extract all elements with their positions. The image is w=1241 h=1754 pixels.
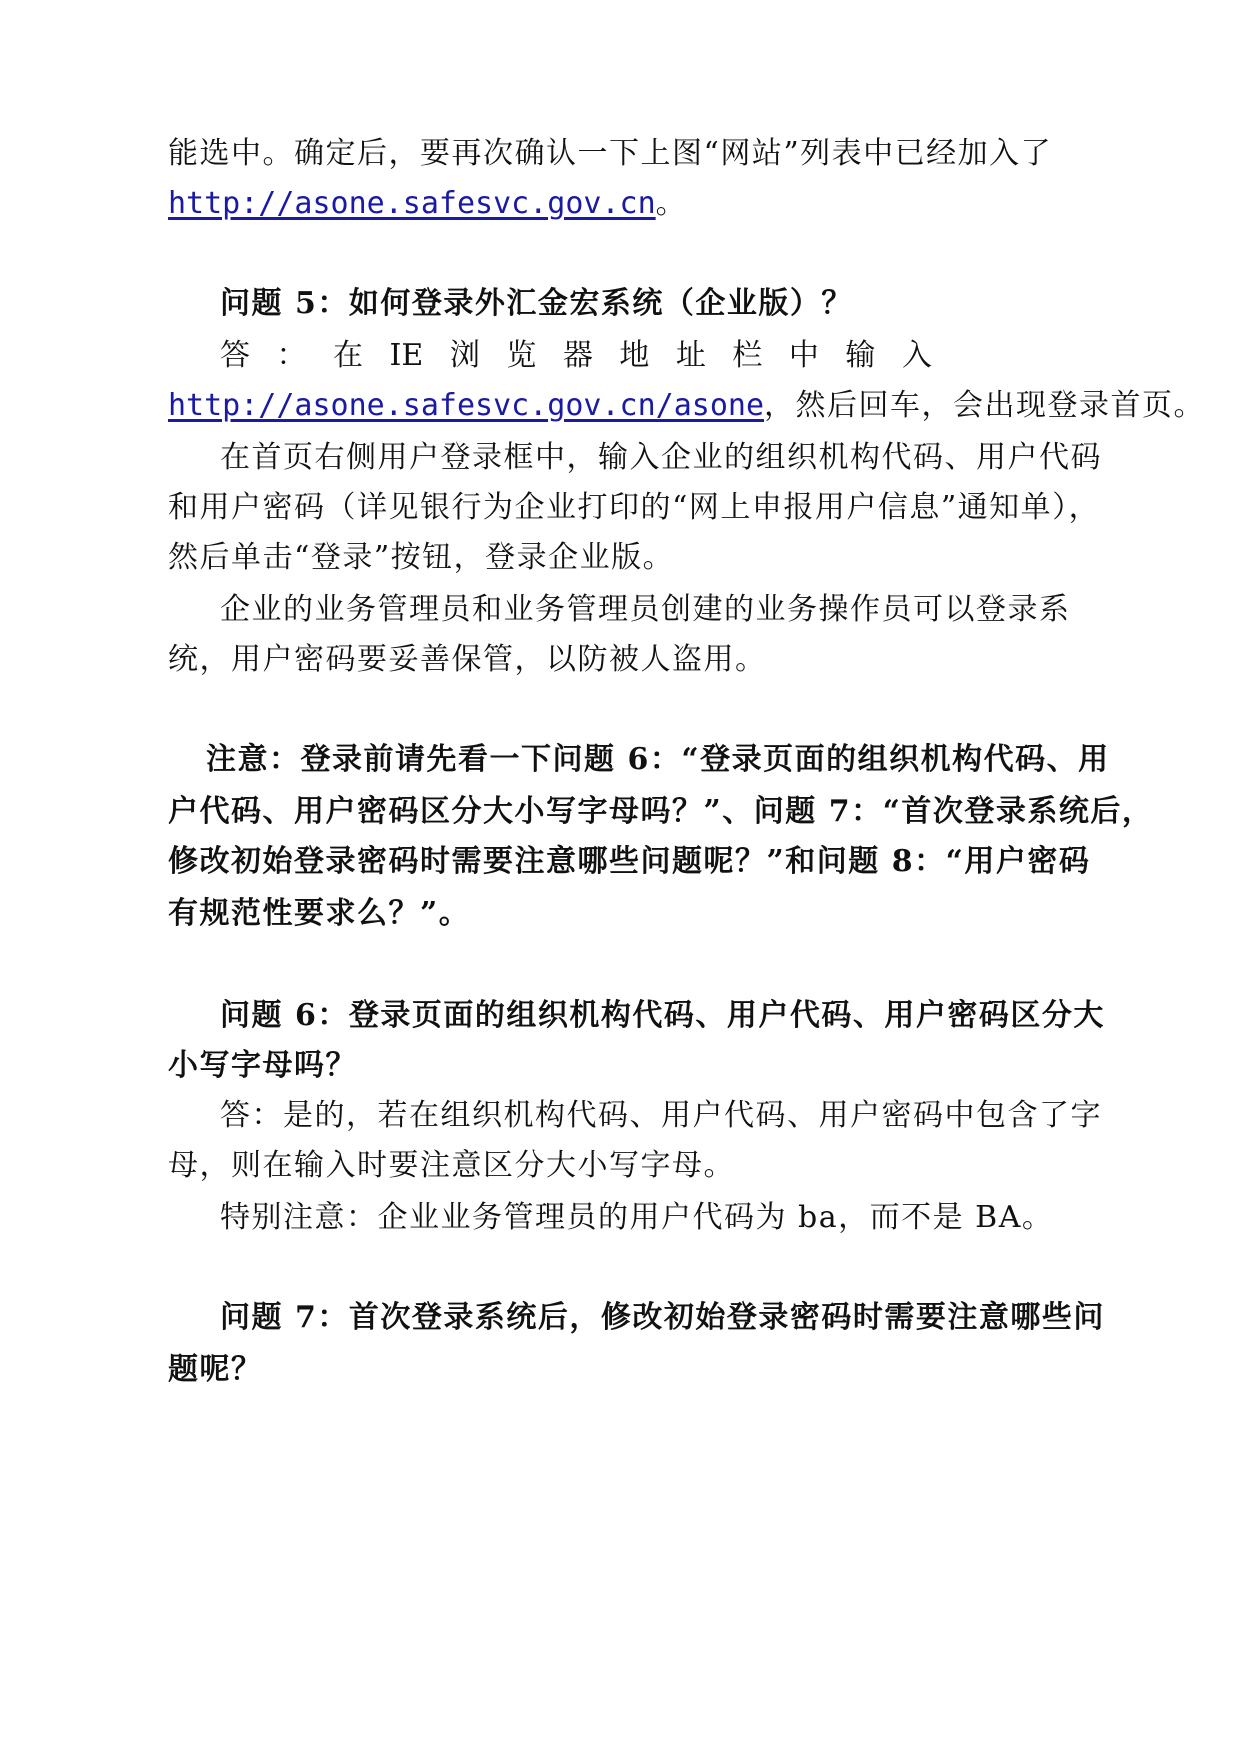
- answer-word: 览: [506, 338, 537, 373]
- answer-5-link-line: [168, 386, 1205, 426]
- answer-word: 浏: [449, 338, 480, 373]
- asone-login-link[interactable]: http://asone.safesvc.gov.cn/asone: [168, 388, 765, 423]
- question-7-title: 题呢？: [168, 1352, 263, 1387]
- note-line: 有规范性要求么？”。: [168, 896, 471, 931]
- note-line: 户代码、用户密码区分大小写字母吗？”、问题 7：“首次登录系统后，: [168, 794, 1154, 829]
- text-line: 然后单击“登录”按钮，登录企业版。: [168, 540, 675, 575]
- period: 。: [655, 186, 688, 221]
- link-line: [168, 184, 687, 224]
- text-line: 能选中。确定后，要再次确认一下上图“网站”列表中已经加入了: [168, 136, 1053, 171]
- note-line: 注意：登录前请先看一下问题 6：“登录页面的组织机构代码、用: [206, 742, 1110, 777]
- answer-word: 地: [619, 338, 650, 373]
- question-5-title: 问题 5：如何登录外汇金宏系统（企业版）？: [220, 286, 853, 321]
- answer-word: 器: [562, 338, 593, 373]
- answer-word: 入: [901, 338, 932, 373]
- answer-5-continuation: ，然后回车，会出现登录首页。: [764, 388, 1206, 423]
- text-line: 统，用户密码要妥善保管，以防被人盗用。: [168, 642, 767, 677]
- question-6-title: 小写字母吗？: [168, 1048, 357, 1083]
- answer-word: 中: [788, 338, 819, 373]
- answer-5-justified-line: [220, 336, 932, 376]
- question-7-title: 问题 7：首次登录系统后，修改初始登录密码时需要注意哪些问: [220, 1300, 1105, 1335]
- text-line: 在首页右侧用户登录框中，输入企业的组织机构代码、用户代码: [220, 440, 1102, 475]
- question-6-title: 问题 6：登录页面的组织机构代码、用户代码、用户密码区分大: [220, 998, 1105, 1033]
- answer-word: 址: [675, 338, 706, 373]
- answer-word: ：: [276, 338, 307, 373]
- asone-link[interactable]: http://asone.safesvc.gov.cn: [168, 186, 656, 221]
- answer-6-line: 母，则在输入时要注意区分大小写字母。: [168, 1148, 735, 1183]
- text-line: 和用户密码（详见银行为企业打印的“网上申报用户信息”通知单），: [168, 490, 1101, 525]
- answer-word: 在: [333, 338, 364, 373]
- answer-word: 输: [845, 338, 876, 373]
- answer-word: IE: [389, 338, 424, 373]
- answer-word: 答: [220, 338, 250, 373]
- answer-word: 栏: [732, 338, 763, 373]
- answer-6-line: 答：是的，若在组织机构代码、用户代码、用户密码中包含了字: [220, 1098, 1102, 1133]
- text-line: 企业的业务管理员和业务管理员创建的业务操作员可以登录系: [220, 592, 1071, 627]
- special-note: 特别注意：企业业务管理员的用户代码为 ba，而不是 BA。: [220, 1200, 1054, 1235]
- note-line: 修改初始登录密码时需要注意哪些问题呢？”和问题 8：“用户密码: [168, 844, 1091, 879]
